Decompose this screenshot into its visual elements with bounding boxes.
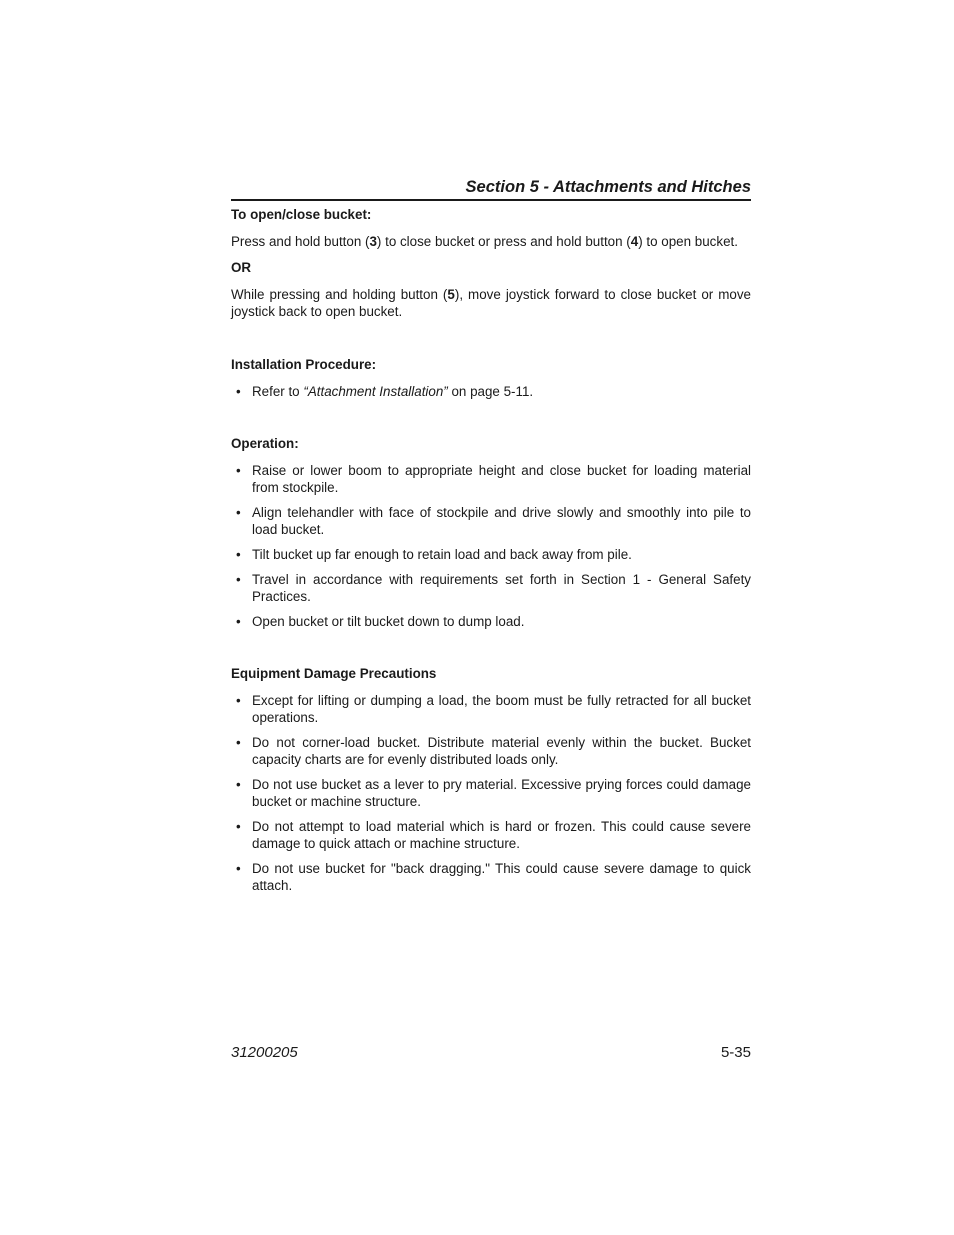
button-number-4: 4 [630,234,639,249]
document-number: 31200205 [231,1044,298,1061]
precaution-item-text: Except for lifting or dumping a load, the boom must be fully retracted for all bucket operations. [252,693,751,725]
bullet-icon: • [236,384,241,399]
open-close-text-2: ) to close bucket or press and hold button ( [376,234,631,249]
installation-list [231,383,751,400]
precaution-item-text: Do not use bucket for "back dragging." This could cause severe damage to quick attach. [252,861,751,893]
bullet-icon: • [236,614,241,629]
precaution-item-text: Do not corner-load bucket. Distribute material evenly within the bucket. Bucket capacity charts are for evenly distributed loads only. [252,735,751,767]
page-number: 5-35 [720,1044,751,1061]
button-number-3: 3 [369,234,377,249]
installation-text-prefix: Refer to [252,384,304,399]
operation-list [231,462,751,630]
bullet-icon: • [236,861,241,876]
page-content [231,176,751,894]
list-item [231,383,751,400]
open-close-text-3: ) to open bucket. [638,234,738,249]
operation-heading: Operation: [231,436,299,451]
section-title: Section 5 - Attachments and Hitches [231,176,751,201]
precaution-item-text: Do not use bucket as a lever to pry material. Excessive prying forces could damage bucket or machine structure. [252,777,751,809]
list-item [231,776,751,810]
precautions-heading: Equipment Damage Precautions [231,666,437,681]
operation-item-text: Align telehandler with face of stockpile and drive slowly and smoothly into pile to load bucket. [252,505,751,537]
precautions-list [231,692,751,894]
installation-text-suffix: on page 5-11. [447,384,534,399]
operation-item-text: Travel in accordance with requirements set forth in Section 1 - General Safety Practices. [252,572,751,604]
list-item [231,734,751,768]
precaution-item-text: Do not attempt to load material which is hard or frozen. This could cause severe damage to quick attach or machine structure. [252,819,751,851]
list-item [231,613,751,630]
bullet-icon: • [236,693,241,708]
operation-item-text: Open bucket or tilt bucket down to dump load. [252,614,525,629]
open-close-paragraph [231,233,751,250]
list-item [231,546,751,563]
joystick-text-2: ), move joystick forward to close bucket or move joystick back to open bucket. [231,287,751,319]
bullet-icon: • [236,547,241,562]
list-item [231,692,751,726]
installation-heading: Installation Procedure: [231,357,377,372]
list-item [231,462,751,496]
open-close-heading: To open/close bucket: [231,207,372,222]
joystick-paragraph [231,286,751,320]
bullet-icon: • [236,819,241,834]
or-label: OR [231,260,252,275]
bullet-icon: • [236,572,241,587]
bullet-icon: • [236,463,241,478]
button-number-5: 5 [447,287,455,302]
list-item [231,860,751,894]
bullet-icon: • [236,505,241,520]
operation-item-text: Tilt bucket up far enough to retain load and back away from pile. [252,547,632,562]
list-item [231,571,751,605]
attachment-installation-reference: “Attachment Installation” [303,384,448,399]
joystick-text-1: While pressing and holding button ( [231,287,448,302]
list-item [231,504,751,538]
bullet-icon: • [236,777,241,792]
operation-item-text: Raise or lower boom to appropriate height and close bucket for loading material from stockpile. [252,463,751,495]
list-item [231,818,751,852]
open-close-text-1: Press and hold button ( [231,234,370,249]
bullet-icon: • [236,735,241,750]
